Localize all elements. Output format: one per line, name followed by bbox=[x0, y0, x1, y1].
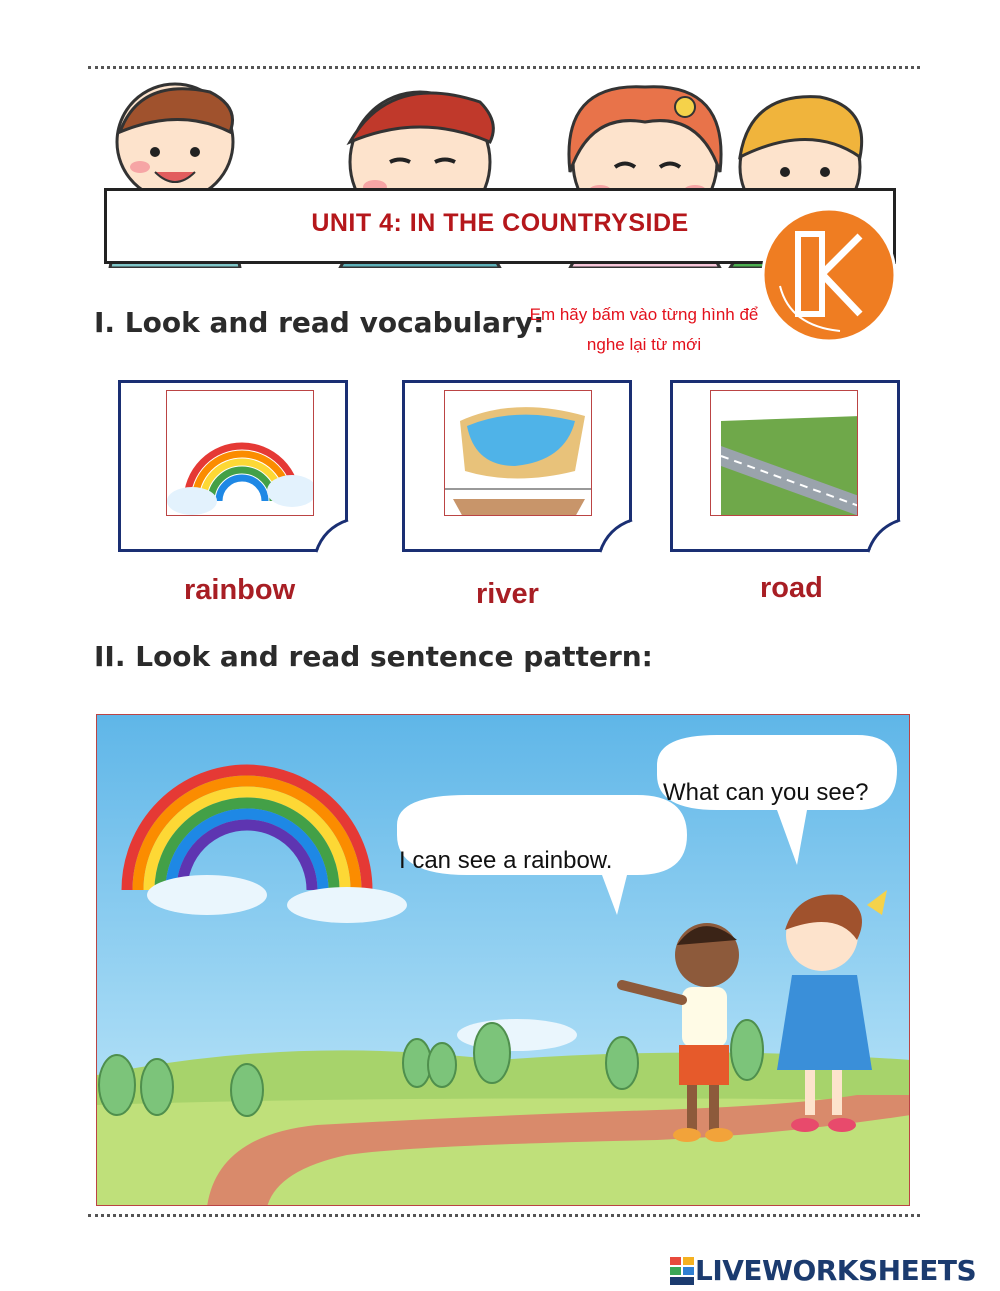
sentence-scene bbox=[96, 714, 910, 1206]
liveworksheets-logo-icon bbox=[670, 1257, 694, 1285]
unit-title: UNIT 4: IN THE COUNTRYSIDE bbox=[311, 209, 689, 237]
instruction-note bbox=[520, 300, 768, 360]
road-image[interactable] bbox=[710, 390, 858, 516]
word-rainbow: rainbow bbox=[184, 574, 296, 606]
word-river: river bbox=[476, 578, 539, 610]
page-curl-icon bbox=[314, 518, 350, 554]
page-curl-icon bbox=[598, 518, 634, 554]
instruction-line-1: Em hãy bấm vào từng hình để bbox=[529, 305, 759, 324]
vocabulary-heading: I. Look and read vocabulary: bbox=[94, 306, 545, 339]
top-dotted-border bbox=[88, 66, 920, 69]
vocab-card-road[interactable] bbox=[670, 380, 900, 552]
bottom-dotted-border bbox=[88, 1214, 920, 1217]
publisher-logo bbox=[760, 206, 898, 344]
question-bubble: What can you see? bbox=[663, 779, 869, 806]
page-curl-icon bbox=[866, 518, 902, 554]
sentence-pattern-heading: II. Look and read sentence pattern: bbox=[94, 640, 653, 673]
instruction-line-2: nghe lại từ mới bbox=[586, 335, 702, 354]
vocab-card-river[interactable] bbox=[402, 380, 632, 552]
rainbow-image[interactable] bbox=[166, 390, 314, 516]
answer-bubble: I can see a rainbow. bbox=[399, 847, 613, 874]
vocab-card-rainbow[interactable] bbox=[118, 380, 348, 552]
river-image[interactable] bbox=[444, 390, 592, 516]
word-road: road bbox=[760, 572, 823, 604]
liveworksheets-brand[interactable]: LIVEWORKSHEETS bbox=[695, 1254, 977, 1287]
